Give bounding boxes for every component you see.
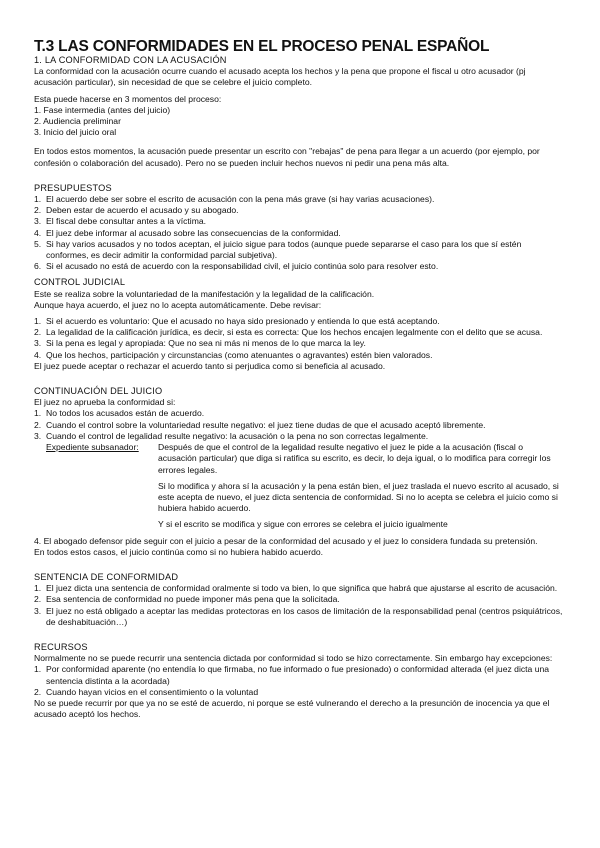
list-item: 4. Que los hechos, participación y circunstancias (como atenuantes o agravantes) estén bien valorados. [34, 349, 433, 360]
list-item: 2. Cuando el control sobre la voluntariedad resulte negativo: el juez tiene dudas de que el acusado aceptó libremente. [34, 419, 486, 430]
list-item: 2. La legalidad de la calificación jurídica, es decir, si esta es correcta: Que los hechos encajen legalmente con el delito que se acusa. [34, 327, 543, 338]
list-item: 2. Audiencia preliminar [34, 116, 121, 127]
list-item: 2. Esa sentencia de conformidad no puede imponer más pena que la solicitada. [34, 594, 340, 605]
list-item: 3. Cuando el control de legalidad resulte negativo: la acusación o la pena no son correctas legalmente. [34, 430, 429, 441]
list-item: 1. No todos los acusados están de acuerdo. [34, 408, 205, 419]
section-heading-recursos: RECURSOS [34, 641, 88, 652]
paragraph: El juez puede aceptar o rechazar el acuerdo tanto si perjudica como si beneficia al acusado. [34, 360, 386, 371]
list-item: 5. Si hay varios acusados y no todos aceptan, el juicio sigue para todos (aunque puede separarse el caso para los que sí estén conformes, es decir admitir la conformidad parcial subjetiva). [34, 238, 522, 261]
list-item: 1. El juez dicta una sentencia de conformidad oralmente si todo va bien, lo que significa que habrá que ajustarse al escrito de acusación. [34, 583, 558, 594]
paragraph: Normalmente no se puede recurrir una sentencia dictada por conformidad si todo se hizo correctamente. Sin embargo hay excepciones: [34, 653, 553, 664]
list-item: 1. Por conformidad aparente (no entendía lo que firmaba, no fue informado o fue presionado) o conformidad alterada (el juez dicta una sentencia distinta a la acordada) [34, 664, 550, 686]
paragraph: En todos estos momentos, la acusación puede presentar un escrito con "rebajas" de pena para llegar a un acuerdo (por ejemplo, por confesión o colaboración del acusado). Pero no se pueden incluir hechos nuevos ni pedir una pena más alta. [34, 146, 540, 168]
list-item: 4. El abogado defensor pide seguir con el juicio a pesar de la conformidad del acusado y el juez lo considera fundada su pretensión. [34, 535, 538, 546]
list-item: 6. Si el acusado no está de acuerdo con la responsabilidad civil, el juicio continúa solo para resolver esto. [34, 261, 439, 272]
list-item: 1. Si el acuerdo es voluntario: Que el acusado no haya sido presionado y entienda lo que está aceptando. [34, 316, 440, 327]
paragraph: Esta puede hacerse en 3 momentos del proceso: [34, 93, 222, 104]
list-item: 3. El juez no está obligado a aceptar las medidas protectoras en los casos de limitación de la responsabilidad penal (centros psiquiátricos, de deshabituación…) [34, 605, 563, 627]
expediente-subsanador [34, 442, 564, 476]
list-item: 2. Deben estar de acuerdo el acusado y su abogado. [34, 205, 239, 216]
section-heading-continuacion: CONTINUACIÓN DEL JUICIO [34, 386, 163, 397]
paragraph: En todos estos casos, el juicio continúa como si no hubiera habido acuerdo. [34, 546, 324, 557]
document-page [34, 38, 564, 720]
list-item: 3. Si la pena es legal y apropiada: Que no sea ni más ni menos de lo que marca la ley. [34, 338, 366, 349]
paragraph: Después de que el control de la legalidad resulte negativo el juez le pide a la acusación (fiscal o acusación particular) que diga si ratifica su escrito, es decir, lo deja igual, o lo modifica para corregir los errores legales. [158, 442, 551, 475]
expediente-subsanador-label: Expediente subsanador: [46, 442, 139, 453]
list-item: 1. El acuerdo debe ser sobre el escrito de acusación con la pena más grave (si hay varias acusaciones). [34, 194, 435, 205]
section-heading-conformidad: 1. LA CONFORMIDAD CON LA ACUSACIÓN [34, 55, 227, 65]
paragraph: La conformidad con la acusación ocurre cuando el acusado acepta los hechos y la pena que propone el fiscal u otro acusador (pj acusación particular), sin necesidad de que se celebre el juicio completo. [34, 66, 526, 88]
paragraph: No se puede recurrir por que ya no se esté de acuerdo, ni porque se esté vulnerando el derecho a la presunción de inocencia ya que el acusado aceptó los hechos. [34, 697, 550, 720]
list-item: 3. Inicio del juicio oral [34, 127, 117, 138]
list-item: 1. Fase intermedia (antes del juicio) [34, 104, 171, 115]
paragraph: El juez no aprueba la conformidad si: [34, 397, 176, 408]
section-heading-control-judicial: CONTROL JUDICIAL [34, 277, 126, 288]
list-item: 3. El fiscal debe consultar antes a la víctima. [34, 216, 207, 227]
section-heading-sentencia: SENTENCIA DE CONFORMIDAD [34, 571, 179, 582]
paragraph: Si lo modifica y ahora sí la acusación y la pena están bien, el juez traslada el nuevo escrito al acusado, si este acepta de nuevo, el juez dicta sentencia de conformidad. Si no lo acepta se celebra el juicio como si hubiera habido acuerdo. [158, 480, 559, 514]
document-title: T.3 LAS CONFORMIDADES EN EL PROCESO PENAL ESPAÑOL [34, 38, 490, 55]
list-item: 2. Cuando hayan vicios en el consentimiento o la voluntad [34, 686, 259, 697]
paragraph: Este se realiza sobre la voluntariedad de la manifestación y la legalidad de la calificación. [34, 288, 375, 299]
paragraph: Y si el escrito se modifica y sigue con errores se celebra el juicio igualmente [158, 519, 448, 530]
list-item: 4. El juez debe informar al acusado sobre las consecuencias de la conformidad. [34, 227, 341, 238]
paragraph: Aunque haya acuerdo, el juez no lo acepta automáticamente. Debe revisar: [34, 299, 322, 310]
section-heading-presupuestos: PRESUPUESTOS [34, 182, 112, 193]
